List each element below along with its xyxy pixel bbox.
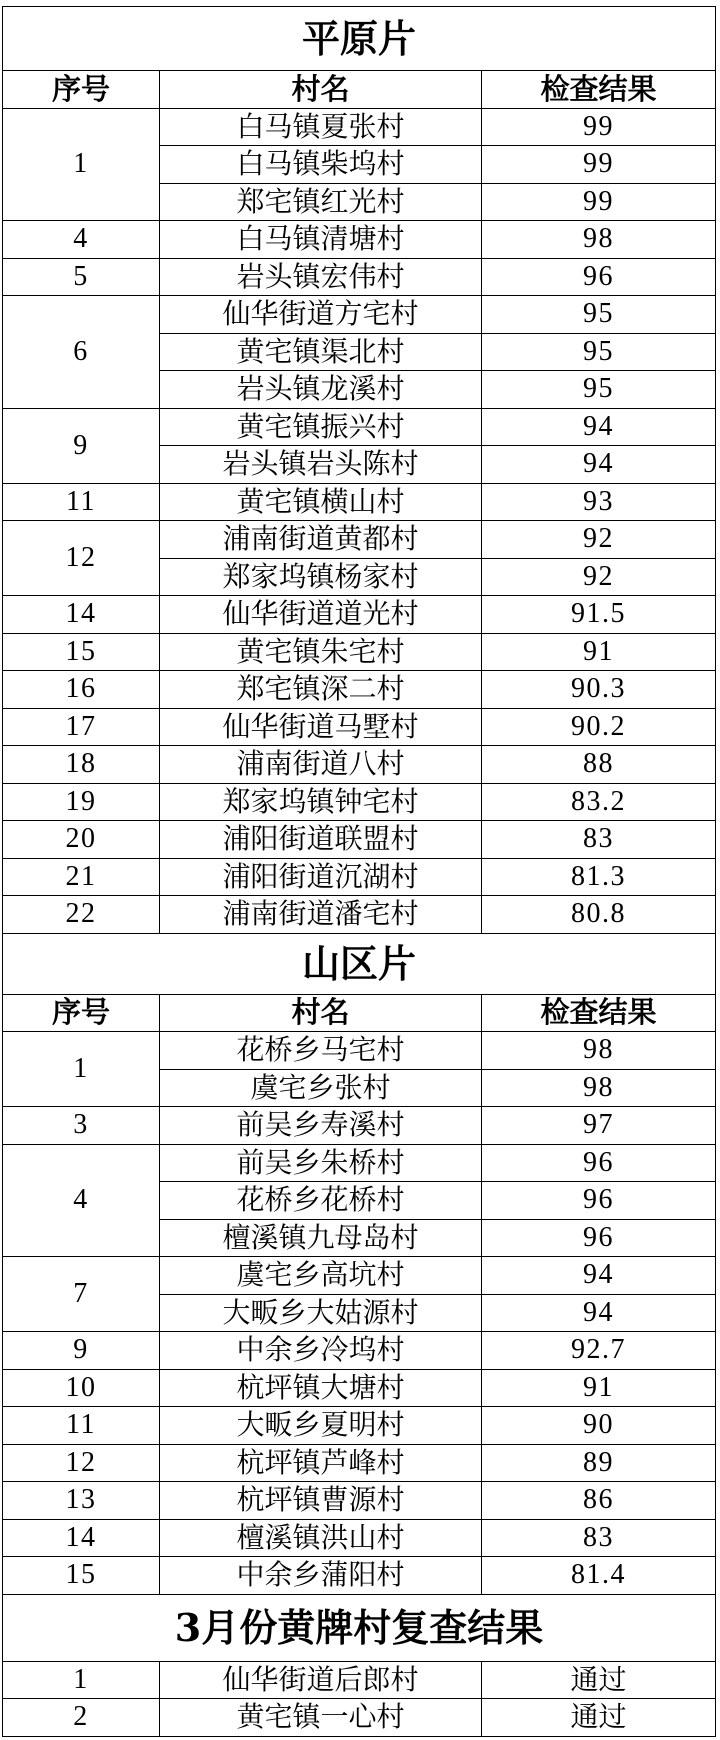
result-cell: 92 xyxy=(482,559,715,596)
section-title: 平原片 xyxy=(3,7,715,70)
village-cell: 浦南街道黄都村 xyxy=(160,521,481,558)
rank-cell: 22 xyxy=(3,896,159,933)
column-header-rank: 序号 xyxy=(3,71,159,108)
rank-cell: 13 xyxy=(3,1482,159,1519)
result-cell: 通过 xyxy=(482,1662,715,1699)
rank-cell: 10 xyxy=(3,1370,159,1407)
rank-cell: 5 xyxy=(3,259,159,296)
village-cell: 大畈乡夏明村 xyxy=(160,1407,481,1444)
village-cell: 黄宅镇横山村 xyxy=(160,484,481,521)
result-cell: 83 xyxy=(482,821,715,858)
rank-cell: 15 xyxy=(3,1557,159,1594)
result-cell: 99 xyxy=(482,184,715,221)
result-cell: 94 xyxy=(482,1257,715,1294)
village-cell: 檀溪镇九母岛村 xyxy=(160,1220,481,1257)
result-cell: 96 xyxy=(482,259,715,296)
result-cell: 81.4 xyxy=(482,1557,715,1594)
rank-cell: 17 xyxy=(3,709,159,746)
result-cell: 93 xyxy=(482,484,715,521)
result-cell: 97 xyxy=(482,1107,715,1144)
village-cell: 浦阳街道沉湖村 xyxy=(160,859,481,896)
result-cell: 92 xyxy=(482,521,715,558)
village-cell: 仙华街道方宅村 xyxy=(160,296,481,333)
village-cell: 中余乡冷坞村 xyxy=(160,1332,481,1369)
rank-cell: 1 xyxy=(3,109,159,221)
result-cell: 90.3 xyxy=(482,671,715,708)
village-cell: 黄宅镇一心村 xyxy=(160,1699,481,1736)
rank-cell: 12 xyxy=(3,1445,159,1482)
rank-cell: 6 xyxy=(3,296,159,408)
village-cell: 杭坪镇曹源村 xyxy=(160,1482,481,1519)
result-cell: 98 xyxy=(482,1070,715,1107)
village-cell: 仙华街道马墅村 xyxy=(160,709,481,746)
village-cell: 黄宅镇渠北村 xyxy=(160,334,481,371)
result-cell: 92.7 xyxy=(482,1332,715,1369)
result-cell: 98 xyxy=(482,1032,715,1069)
rank-cell: 1 xyxy=(3,1662,159,1699)
rank-cell: 1 xyxy=(3,1032,159,1106)
village-cell: 仙华街道后郎村 xyxy=(160,1662,481,1699)
village-cell: 黄宅镇振兴村 xyxy=(160,409,481,446)
rank-cell: 4 xyxy=(3,221,159,258)
village-cell: 前吴乡朱桥村 xyxy=(160,1145,481,1182)
rank-cell: 9 xyxy=(3,409,159,483)
column-header-rank: 序号 xyxy=(3,995,159,1032)
rank-cell: 3 xyxy=(3,1107,159,1144)
result-cell: 94 xyxy=(482,1295,715,1332)
column-header-result: 检查结果 xyxy=(482,995,715,1032)
village-cell: 郑家坞镇钟宅村 xyxy=(160,784,481,821)
result-cell: 88 xyxy=(482,746,715,783)
rank-cell: 11 xyxy=(3,484,159,521)
result-cell: 80.8 xyxy=(482,896,715,933)
village-cell: 岩头镇岩头陈村 xyxy=(160,446,481,483)
village-cell: 前吴乡寿溪村 xyxy=(160,1107,481,1144)
village-cell: 郑宅镇红光村 xyxy=(160,184,481,221)
rank-cell: 18 xyxy=(3,746,159,783)
column-header-village: 村名 xyxy=(160,995,481,1032)
village-cell: 浦阳街道联盟村 xyxy=(160,821,481,858)
village-cell: 郑宅镇深二村 xyxy=(160,671,481,708)
rank-cell: 7 xyxy=(3,1257,159,1331)
village-cell: 仙华街道道光村 xyxy=(160,596,481,633)
rank-cell: 20 xyxy=(3,821,159,858)
rank-cell: 4 xyxy=(3,1145,159,1257)
result-cell: 94 xyxy=(482,409,715,446)
result-cell: 通过 xyxy=(482,1699,715,1736)
result-cell: 86 xyxy=(482,1482,715,1519)
village-cell: 杭坪镇芦峰村 xyxy=(160,1445,481,1482)
result-cell: 91 xyxy=(482,1370,715,1407)
rank-cell: 14 xyxy=(3,1520,159,1557)
rank-cell: 21 xyxy=(3,859,159,896)
column-header-result: 检查结果 xyxy=(482,71,715,108)
result-cell: 83 xyxy=(482,1520,715,1557)
rank-cell: 15 xyxy=(3,634,159,671)
village-cell: 黄宅镇朱宅村 xyxy=(160,634,481,671)
result-cell: 90 xyxy=(482,1407,715,1444)
result-cell: 95 xyxy=(482,296,715,333)
rank-cell: 11 xyxy=(3,1407,159,1444)
result-cell: 83.2 xyxy=(482,784,715,821)
village-cell: 大畈乡大姑源村 xyxy=(160,1295,481,1332)
result-cell: 99 xyxy=(482,109,715,146)
result-cell: 96 xyxy=(482,1182,715,1219)
rank-cell: 2 xyxy=(3,1699,159,1736)
village-cell: 郑家坞镇杨家村 xyxy=(160,559,481,596)
village-cell: 白马镇夏张村 xyxy=(160,109,481,146)
result-cell: 91.5 xyxy=(482,596,715,633)
result-cell: 89 xyxy=(482,1445,715,1482)
result-cell: 90.2 xyxy=(482,709,715,746)
result-cell: 98 xyxy=(482,221,715,258)
village-cell: 白马镇清塘村 xyxy=(160,221,481,258)
rank-cell: 19 xyxy=(3,784,159,821)
village-cell: 白马镇柴坞村 xyxy=(160,146,481,183)
result-cell: 96 xyxy=(482,1145,715,1182)
section-title: 3月份黄牌村复查结果 xyxy=(3,1595,715,1661)
rank-cell: 16 xyxy=(3,671,159,708)
village-cell: 杭坪镇大塘村 xyxy=(160,1370,481,1407)
village-cell: 岩头镇龙溪村 xyxy=(160,371,481,408)
village-cell: 浦南街道潘宅村 xyxy=(160,896,481,933)
result-cell: 81.3 xyxy=(482,859,715,896)
village-cell: 花桥乡马宅村 xyxy=(160,1032,481,1069)
rank-cell: 9 xyxy=(3,1332,159,1369)
result-cell: 95 xyxy=(482,334,715,371)
result-cell: 95 xyxy=(482,371,715,408)
result-cell: 91 xyxy=(482,634,715,671)
village-cell: 檀溪镇洪山村 xyxy=(160,1520,481,1557)
rank-cell: 14 xyxy=(3,596,159,633)
results-table xyxy=(2,6,716,1737)
village-cell: 岩头镇宏伟村 xyxy=(160,259,481,296)
village-cell: 虞宅乡高坑村 xyxy=(160,1257,481,1294)
result-cell: 99 xyxy=(482,146,715,183)
section-title: 山区片 xyxy=(3,934,715,994)
rank-cell: 12 xyxy=(3,521,159,595)
village-cell: 花桥乡花桥村 xyxy=(160,1182,481,1219)
result-cell: 96 xyxy=(482,1220,715,1257)
result-cell: 94 xyxy=(482,446,715,483)
village-cell: 中余乡蒲阳村 xyxy=(160,1557,481,1594)
village-cell: 浦南街道八村 xyxy=(160,746,481,783)
column-header-village: 村名 xyxy=(160,71,481,108)
village-cell: 虞宅乡张村 xyxy=(160,1070,481,1107)
